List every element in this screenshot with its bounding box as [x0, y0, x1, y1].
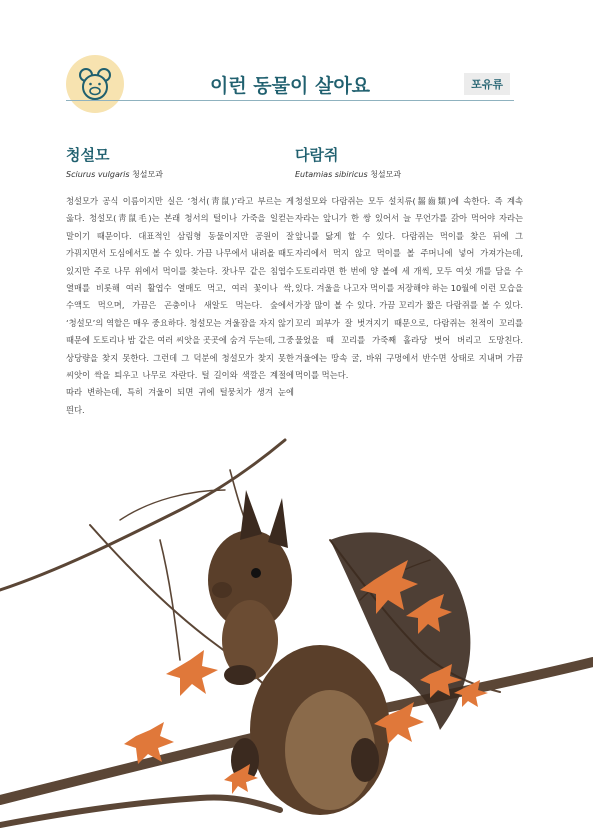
species-description: 청설모가 공식 이름이지만 실은 ‘청서(靑鼠)’라고 부르는 게 옳다. 청설모(靑鼠毛)는 본래 청서의 털이나 가죽을 일컫는 말이기 때문이다. 대표적인 삼림형 동물이지만 공원이 잘 가꿔지면서 도심에서도 볼 수 있다. 가끔 나무에서 내려올 때도 있지만 주로 나무 위에서 먹이를 찾는다. 잣나무 같은 침엽수 열매를 비롯해 여러 활엽수 열매도 먹고, 여러 꽃이나 싹, 수액도 먹으며, 가끔은 곤충이나 새알도 먹는다. 숲에서 ‘청설모’의 역할은 매우 중요하다. 청설모는 겨울잠을 자지 않기 때문에 도토리나 밤 같은 여러 씨앗을 곳곳에 숨겨 두는데, 그중 상당량을 찾지 못한다. 그런데 그 덕분에 청설모가 찾지 못한 씨앗이 싹을 틔우고 나무로 자란다. 털 길이와 색깔은 계절에 따라 변하는데, 특히 겨울이 되면 귀에 털뭉치가 생겨 눈에 띈다. — [66, 196, 294, 415]
species-name: 다람쥐 — [295, 146, 339, 164]
header-divider — [66, 100, 514, 101]
page-title: 이런 동물이 살아요 — [209, 75, 371, 97]
squirrel-photo — [0, 430, 593, 840]
species-description: 청설모와 다람쥐는 모두 설치류(齧齒類)에 속한다. 즉 계속 자라는 앞니가 한 쌍 있어서 늘 무언가를 갉아 먹어야 자라는 앞니를 닳게 할 수 있다. 다람쥐는 먹이를 찾은 뒤에 그 자리에서 먹지 않고 먹이를 볼 주머니에 넣어 가져가는데, 도토리라면 한 번에 양 볼에 세 개씩, 모두 여섯 개를 담을 수 있다. 겨울을 나고자 먹이를 저장해야 하는 10월에 이런 모습을 가장 많이 볼 수 있다. 가끔 꼬리가 짧은 다람쥐를 볼 수 있다. 꼬리 피부가 잘 벗겨지기 때문으로, 다람쥐는 천적이 꼬리를 물었을 때 꼬리를 가죽째 홀라당 벗어 버리고 도망친다. 겨울에는 땅속 굴, 바위 구멍에서 반수면 상태로 지내며 가끔 먹이를 먹는다. — [295, 196, 523, 381]
family-name: 청설모과 — [370, 170, 402, 179]
category-badge: 포유류 — [464, 73, 510, 95]
family-name: 청설모과 — [132, 170, 163, 179]
scientific-name: Sciurus vulgaris — [66, 170, 130, 179]
species-name: 청설모 — [66, 146, 110, 164]
species-classification — [295, 169, 523, 180]
scientific-name: Eutamias sibiricus — [295, 170, 368, 179]
page-header — [66, 55, 514, 102]
species-classification — [66, 169, 294, 180]
species-column-right — [295, 144, 523, 384]
species-column-left — [66, 144, 294, 419]
